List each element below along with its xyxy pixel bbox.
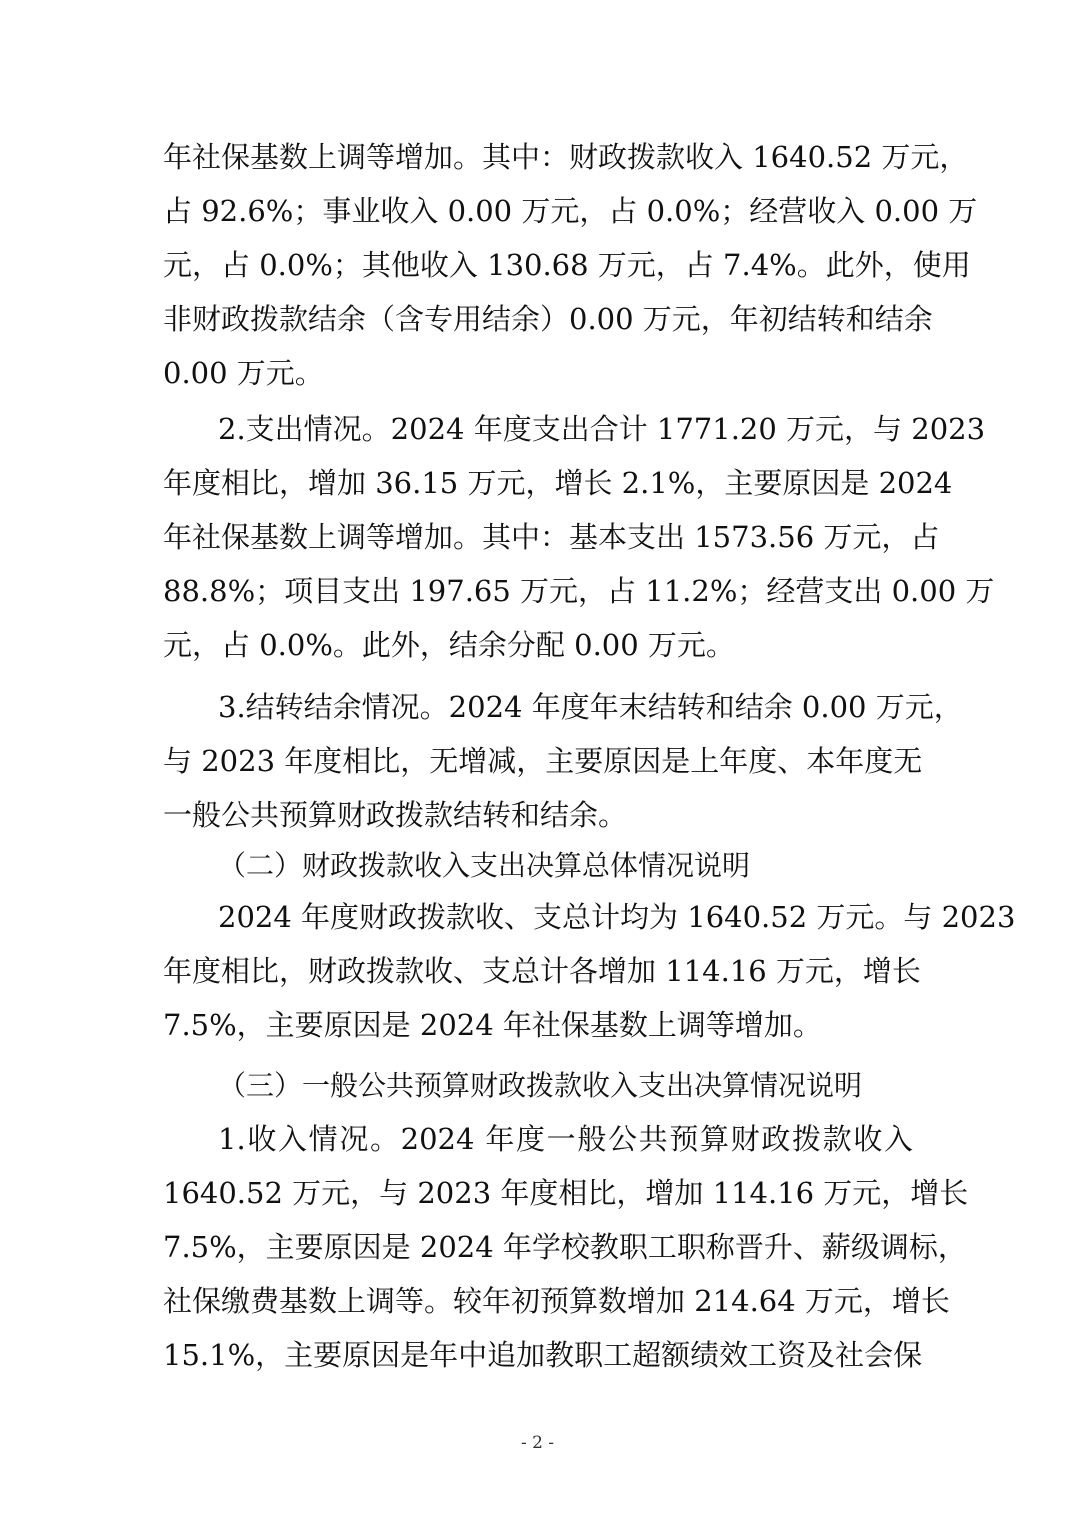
paragraph-line: 15.1%，主要原因是年中追加教职工超额绩效工资及社会保 (163, 1338, 923, 1372)
paragraph-line: 占 92.6%；事业收入 0.00 万元，占 0.0%；经营收入 0.00 万 (163, 194, 978, 228)
paragraph-line: 1640.52 万元，与 2023 年度相比，增加 114.16 万元，增长 (163, 1176, 969, 1210)
paragraph-line: 1.收入情况。2024 年度一般公共预算财政拨款收入 (218, 1122, 913, 1156)
paragraph-line: 7.5%，主要原因是 2024 年社保基数上调等增加。 (163, 1008, 822, 1042)
paragraph-line: 年度相比，财政拨款收、支总计各增加 114.16 万元，增长 (163, 954, 921, 988)
paragraph-line: 与 2023 年度相比，无增减，主要原因是上年度、本年度无 (163, 744, 923, 778)
paragraph-line: 2024 年度财政拨款收、支总计均为 1640.52 万元。与 2023 (218, 900, 1016, 934)
page-number: - 2 - (520, 1433, 555, 1453)
paragraph-line: 年度相比，增加 36.15 万元，增长 2.1%，主要原因是 2024 (163, 466, 953, 500)
paragraph-line: 非财政拨款结余（含专用结余）0.00 万元，年初结转和结余 (163, 302, 933, 336)
section-heading: （三）一般公共预算财政拨款收入支出决算情况说明 (218, 1069, 863, 1102)
paragraph-line: 社保缴费基数上调等。较年初预算数增加 214.64 万元，增长 (163, 1284, 950, 1318)
paragraph-line: 0.00 万元。 (163, 356, 324, 390)
paragraph-line: 88.8%；项目支出 197.65 万元，占 11.2%；经营支出 0.00 万 (163, 574, 995, 608)
paragraph-line: 3.结转结余情况。2024 年度年末结转和结余 0.00 万元， (218, 690, 963, 724)
paragraph-line: 一般公共预算财政拨款结转和结余。 (163, 798, 628, 832)
paragraph-line: 元，占 0.0%；其他收入 130.68 万元，占 7.4%。此外，使用 (163, 248, 971, 282)
paragraph-line: 元，占 0.0%。此外，结余分配 0.00 万元。 (163, 628, 735, 662)
paragraph-line: 7.5%，主要原因是 2024 年学校教职工职称晋升、薪级调标， (163, 1230, 967, 1264)
paragraph-line: 2.支出情况。2024 年度支出合计 1771.20 万元，与 2023 (218, 412, 986, 446)
paragraph-line: 年社保基数上调等增加。其中：基本支出 1573.56 万元，占 (163, 520, 940, 554)
section-heading: （二）财政拨款收入支出决算总体情况说明 (218, 849, 751, 882)
paragraph-line: 年社保基数上调等增加。其中：财政拨款收入 1640.52 万元， (163, 140, 969, 174)
